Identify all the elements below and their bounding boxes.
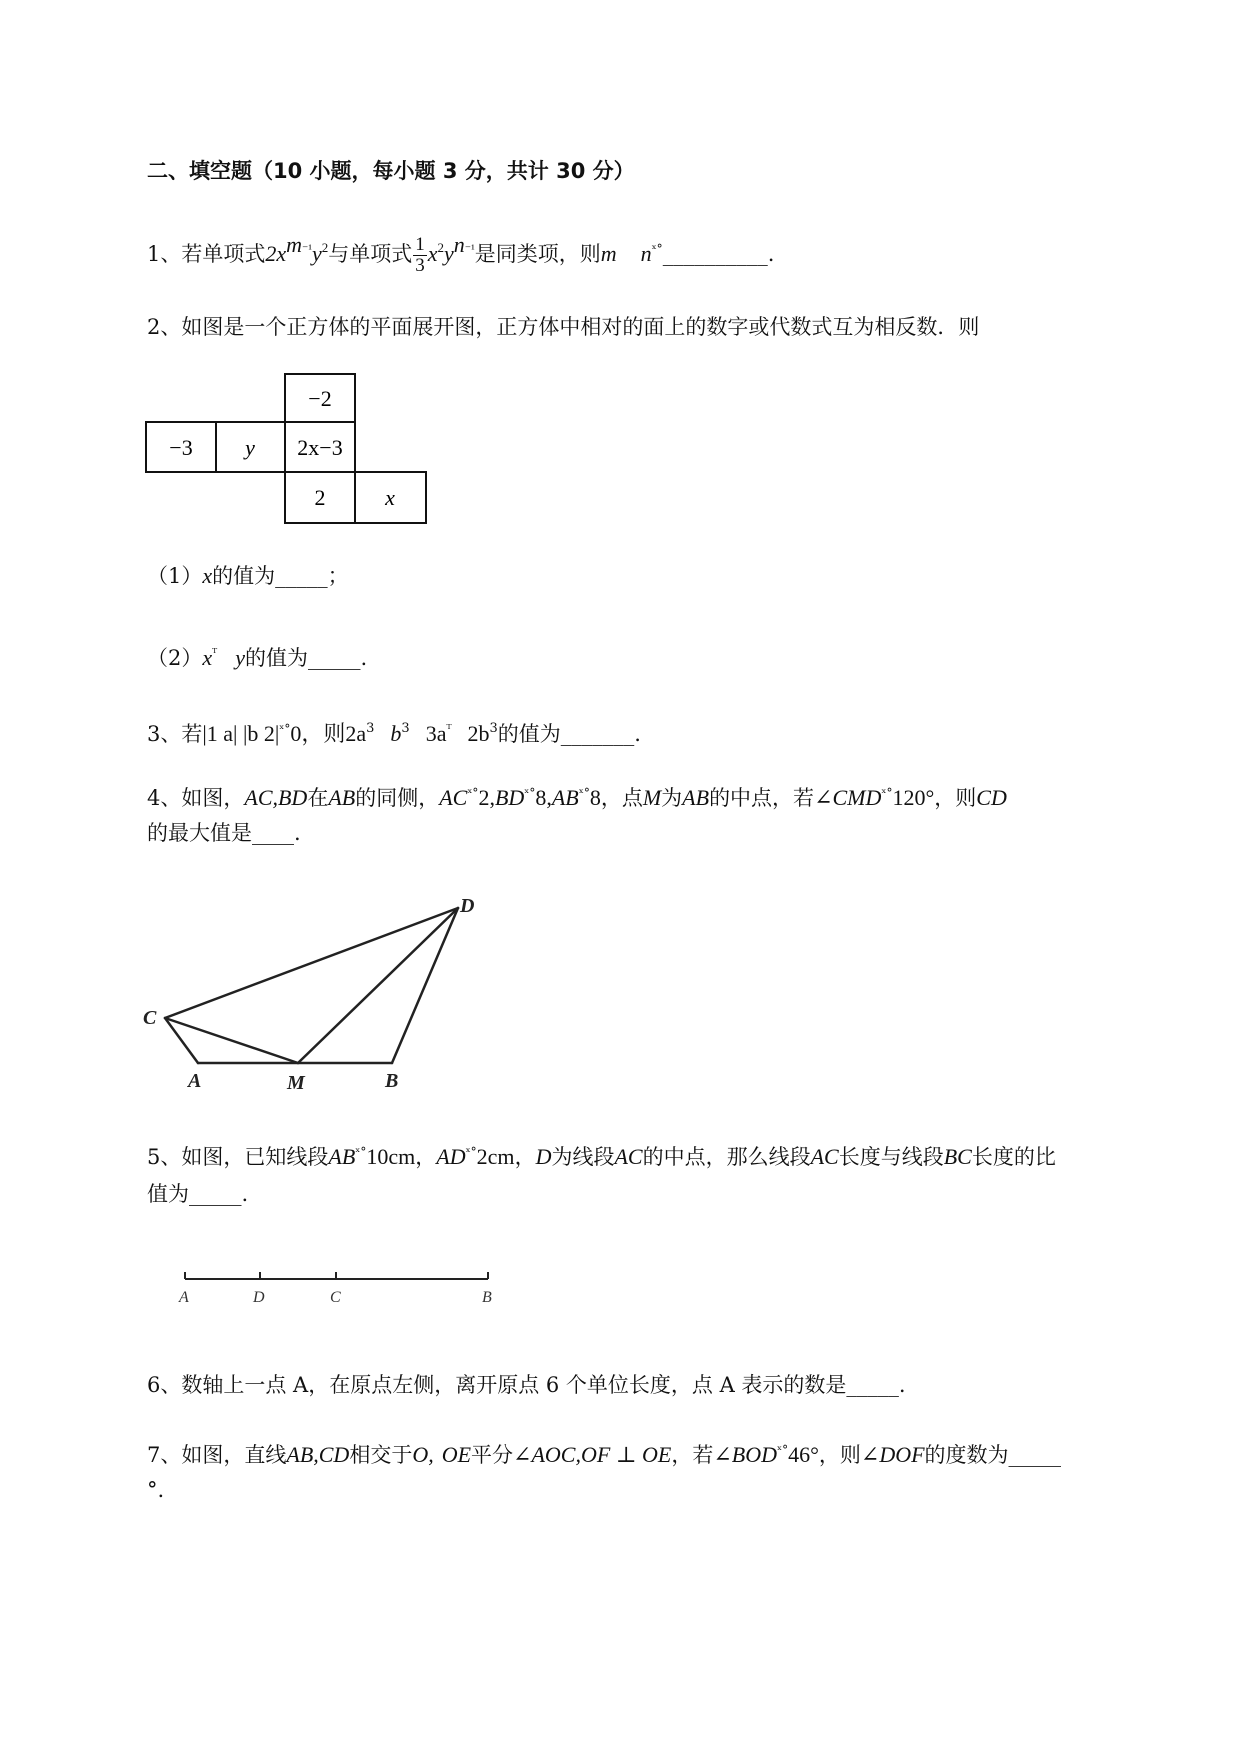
segment-CM <box>165 1018 298 1063</box>
net-label-left: −3 <box>169 435 193 460</box>
segment-figure <box>175 1262 505 1312</box>
q1-monomial-2: $x^2y^{n^{-1}}$ <box>427 232 475 266</box>
net-label-bottom: 2 <box>314 485 326 510</box>
question-5-line-1: 5、如图，已知线段$AB^{ˣ^\circ}10cm$，$AD^{ˣ^\circ}2cm$，D为线段AC的中点，那么线段AC长度与线段BC长度的比 <box>147 1144 1056 1169</box>
question-6: 6、数轴上一点 A，在原点左侧，离开原点 6 个单位长度，点 A 表示的数是_____. <box>147 1373 906 1397</box>
question-2-part-1: （1）x的值为_____； <box>147 563 349 588</box>
q1-blank: __________. <box>662 242 775 266</box>
segment-BD <box>392 908 458 1063</box>
net-label-second: y <box>245 435 255 460</box>
seg-label-C: C <box>330 1289 341 1306</box>
q1-monomial-1: $2x^{m^{-1}}y^2$ <box>265 232 329 266</box>
label-C: C <box>143 1007 157 1029</box>
label-A: A <box>188 1070 202 1092</box>
question-2-stem: 2、如图是一个正方体的平面展开图，正方体中相对的面上的数字或代数式互为相反数．则 <box>147 315 980 339</box>
q1-fraction: $\frac{1}{3}$ <box>415 234 425 276</box>
seg-label-B: B <box>482 1289 492 1306</box>
question-1: 1、若单项式$2x^{m^{-1}}y^2$与单项式 $\frac{1}{3}$ $x^2y^{n^{-1}}$是同类项，则m $n^{ˣ^\circ}\_\_\_\_\_\_\_\_\_\_$. <box>147 232 775 276</box>
net-label-top: −2 <box>308 386 332 411</box>
q1-text-3: 是同类项，则 <box>474 242 601 266</box>
seg-label-A: A <box>179 1289 189 1306</box>
question-4-line-2: 的最大值是____. <box>147 821 301 845</box>
seg-label-D: D <box>253 1289 265 1306</box>
label-M: M <box>287 1072 305 1094</box>
net-label-center: 2x−3 <box>297 435 343 460</box>
question-5-line-2: 值为_____. <box>147 1182 249 1206</box>
section-heading: 二、填空题（10 小题，每小题 3 分，共计 30 分） <box>147 159 635 183</box>
net-label-right: x <box>385 485 395 510</box>
segment-CD <box>165 908 458 1018</box>
question-4-line-1: 4、如图，AC,BD在AB的同侧，$AC^{ˣ^\circ}2,BD^{ˣ^\circ}8,AB^{ˣ^\circ}8$，点M为AB的中点，若$\angle CMD^{ˣ^\circ}120^\circ$，则CD <box>147 785 1007 810</box>
cube-net-figure <box>145 373 430 525</box>
q1-text-2: 与单项式 <box>328 242 413 266</box>
q1-var-m: m <box>600 241 617 266</box>
q1-number: 1、 <box>147 242 182 266</box>
triangle-figure <box>140 890 485 1095</box>
question-7-line-1: 7、如图，直线AB,CD相交于O, OE平分∠AOC,OF ⊥ OE，若$\angle BOD^{ˣ^\circ}46^\circ$，则∠DOF的度数为_____ <box>147 1442 1062 1467</box>
segment-MD <box>298 908 458 1063</box>
q1-text-1: 若单项式 <box>181 242 266 266</box>
question-3: 3、若|1 a| |b $2|^{ˣ^\circ}0$，则$2a^3$ $b^3$ $3a^ᵀ$ $2b^3$的值为_______. <box>147 721 641 746</box>
q1-var-n: n <box>640 241 652 266</box>
label-B: B <box>385 1070 399 1092</box>
question-2-part-2: $(2)x^ᵀ$ y的值为_____. <box>147 645 368 670</box>
label-D: D <box>460 895 475 917</box>
question-7-line-2: °. <box>147 1478 165 1502</box>
